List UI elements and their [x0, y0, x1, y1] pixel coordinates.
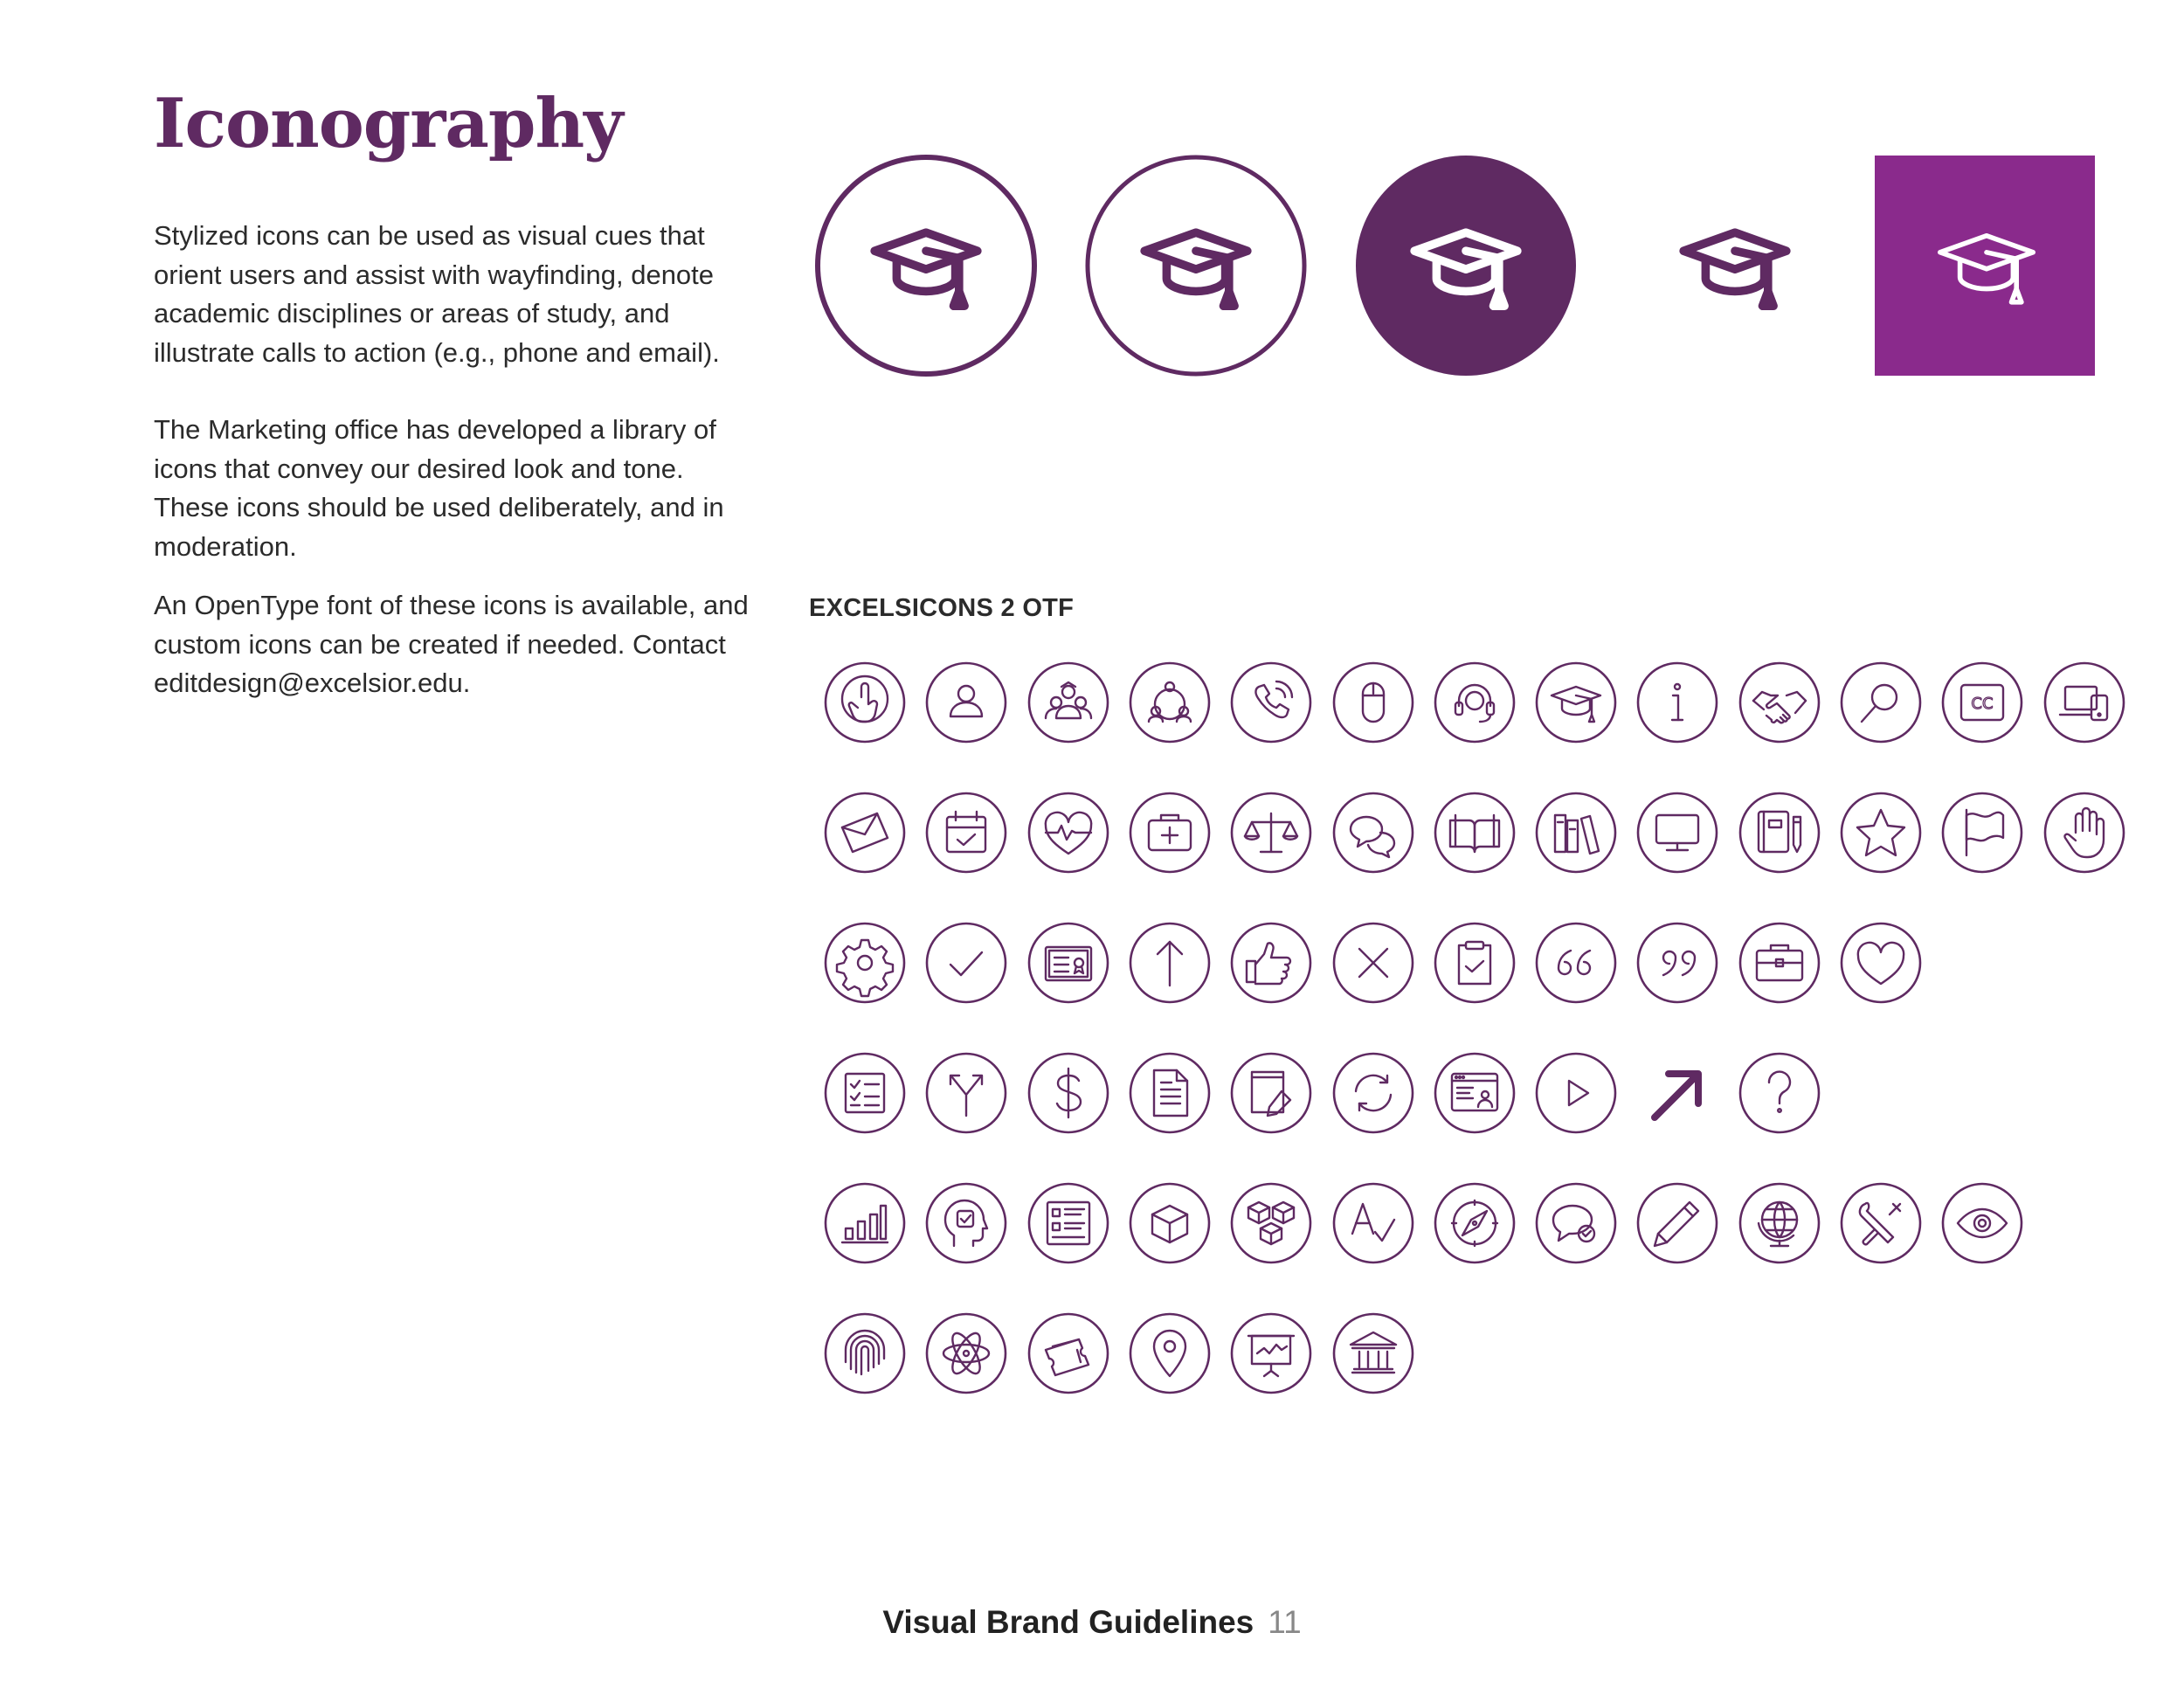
compass-icon [1433, 1181, 1517, 1265]
monitor-icon [1635, 791, 1719, 875]
intro-paragraph: An OpenType font of these icons is available, and custom icons can be created if needed. Contact editdesign@excelsior.edu. [154, 590, 749, 698]
flag-icon [1940, 791, 2024, 875]
split-arrow-icon [924, 1051, 1008, 1135]
hand-icon [2042, 791, 2126, 875]
icon-library-grid [809, 661, 2102, 1394]
devices-icon [2042, 661, 2126, 744]
location-pin-icon [1128, 1311, 1212, 1395]
notebook-pen-icon [1738, 791, 1821, 875]
edit-document-icon [1229, 1051, 1313, 1135]
intro-paragraph: The Marketing office has developed a library of icons that convey our desired look and tone. These icons should be used deliberately, and in moderation. [154, 414, 724, 562]
info-icon [1635, 661, 1719, 744]
chat-bubbles-icon [1331, 791, 1415, 875]
presentation-icon [1229, 1311, 1313, 1395]
quote-open-icon [1534, 921, 1618, 1005]
books-icon [1534, 791, 1618, 875]
diagonal-arrow-icon [1635, 1051, 1719, 1135]
checkmark-icon [924, 921, 1008, 1005]
institution-icon [1331, 1311, 1415, 1395]
arrow-up-icon [1128, 921, 1212, 1005]
phone-icon [1229, 661, 1313, 744]
atom-icon [924, 1311, 1008, 1395]
document-icon [1128, 1051, 1212, 1135]
group-icon [1026, 661, 1110, 744]
quote-close-icon [1635, 921, 1719, 1005]
scales-icon [1229, 791, 1313, 875]
dollar-icon [1026, 1051, 1110, 1135]
star-icon [1839, 791, 1923, 875]
hand-pointer-icon [823, 661, 907, 744]
question-icon [1738, 1051, 1821, 1135]
heart-icon [1839, 921, 1923, 1005]
footer-title: Visual Brand Guidelines [882, 1604, 1254, 1640]
thumbs-up-icon [1229, 921, 1313, 1005]
eye-icon [1940, 1181, 2024, 1265]
tools-icon [1839, 1181, 1923, 1265]
tickets-icon [1026, 1311, 1110, 1395]
bar-chart-icon [823, 1181, 907, 1265]
graduation-cap-icon [874, 232, 978, 306]
globe-icon [1738, 1181, 1821, 1265]
headset-icon [1433, 661, 1517, 744]
fingerprint-icon [823, 1311, 907, 1395]
page-title: Iconography [154, 84, 623, 163]
close-icon [1331, 921, 1415, 1005]
network-icon [1128, 661, 1212, 744]
hero-variant-filled-square [1875, 154, 2098, 377]
hero-variant-no-container [1623, 154, 1847, 377]
graduation-cap-icon [1144, 232, 1248, 306]
person-icon [924, 661, 1008, 744]
cubes-icon [1229, 1181, 1313, 1265]
search-icon [1839, 661, 1923, 744]
graduation-cap-icon [1683, 232, 1787, 306]
clipboard-check-icon [1433, 921, 1517, 1005]
handshake-icon [1738, 661, 1821, 744]
hero-variant-outline-circle [814, 154, 1038, 377]
cube-icon [1128, 1181, 1212, 1265]
closed-caption-icon [1940, 661, 2024, 744]
envelope-icon [823, 791, 907, 875]
heart-pulse-icon [1026, 791, 1110, 875]
browser-profile-icon [1433, 1051, 1517, 1135]
list-icon [1026, 1181, 1110, 1265]
calendar-check-icon [924, 791, 1008, 875]
pencil-icon [1635, 1181, 1719, 1265]
hero-variant-outline-circle-thin [1084, 154, 1308, 377]
briefcase-icon [1738, 921, 1821, 1005]
medical-kit-icon [1128, 791, 1212, 875]
intro-paragraph: Stylized icons can be used as visual cues that orient users and assist with wayfinding, denote academic disciplines or areas of study, and illustrate calls to action (e.g., phone and email). [154, 220, 720, 368]
svg-text:CC: CC [1971, 695, 1994, 713]
page-number: 11 [1268, 1604, 1302, 1640]
refresh-icon [1331, 1051, 1415, 1135]
open-book-icon [1433, 791, 1517, 875]
graduation-cap-icon [1534, 661, 1618, 744]
mouse-icon [1331, 661, 1415, 744]
checklist-icon [823, 1051, 907, 1135]
page-footer [0, 1604, 2184, 1641]
icon-library-title: EXCELSICONS 2 OTF [809, 594, 1075, 622]
certificate-icon [1026, 921, 1110, 1005]
chat-check-icon [1534, 1181, 1618, 1265]
play-icon [1534, 1051, 1618, 1135]
head-check-icon [924, 1181, 1008, 1265]
spelling-check-icon [1331, 1181, 1415, 1265]
gear-icon [823, 921, 907, 1005]
hero-variant-filled-circle [1354, 154, 1578, 377]
